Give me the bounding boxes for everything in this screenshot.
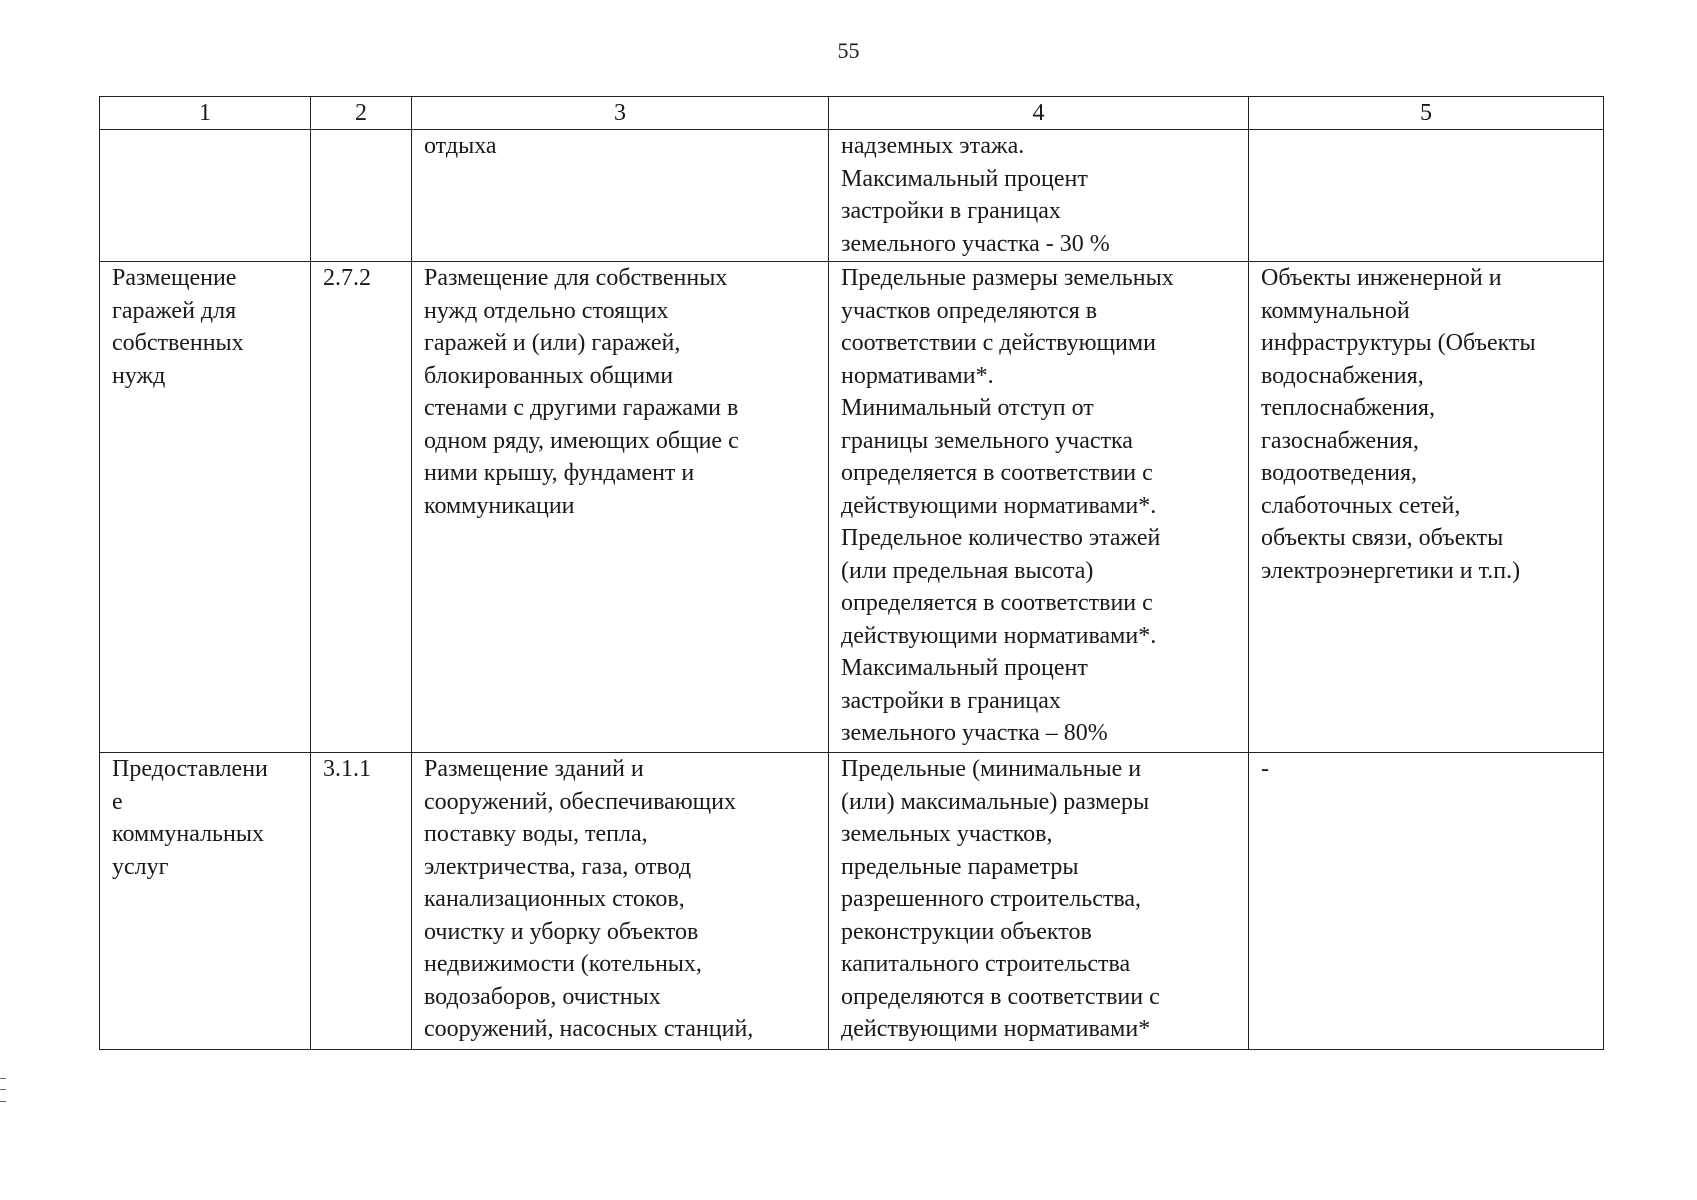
cell-text: Объекты инженерной и коммунальной инфраструктуры (Объекты водоснабжения, теплоснабжения, газоснабжения, водоотведения, слаботочных сетей, объекты связи, объекты электроэнергетики и т.п.) [1261,265,1536,584]
cell-text: Предельные (минимальные и (или) максимальные) размеры земельных участков, предельные параметры разрешенного строительства, реконструкции объектов капитального строительства определяются в соответствии с действующими нормативами* [841,756,1160,1042]
cell-use-code [311,130,412,262]
column-header-2: 2 [311,97,412,130]
cell-text: отдыха [424,133,497,159]
land-use-table [99,96,1604,1050]
table-row [100,753,1604,1050]
column-header-5: 5 [1249,97,1604,130]
cell-text: надземных этажа. Максимальный процент застройки в границах земельного участка - 30 % [841,133,1110,257]
table-row [100,262,1604,753]
column-header-1: 1 [100,97,311,130]
table-row [100,130,1604,262]
page-number: 55 [837,38,860,63]
cell-text: Размещение зданий и сооружений, обеспечивающих поставку воды, тепла, электричества, газа, отвод канализационных стоков, очистку и уборку объектов недвижимости (котельных, водозаборов, очистных сооружений, насосных станций, [424,756,754,1042]
cell-use-name [100,262,311,753]
table-header [100,97,1604,130]
column-header-4: 4 [829,97,1249,130]
cell-parameters [829,130,1249,262]
cell-text: Размещение для собственных нужд отдельно стоящих гаражей и (или) гаражей, блокированных общими стенами с другими гаражами в одном ряду, имеющих общие с ними крышу, фундамент и коммуникации [424,265,739,519]
cell-auxiliary-uses [1249,130,1604,262]
cell-text: - [1261,756,1269,782]
cell-text: Предельные размеры земельных участков определяются в соответствии с действующими нормативами*. Минимальный отступ от границы земельного участка определяется в соответствии с действующими нормативами*. Предельное количество этажей (или предельная высота) определяется в соответствии с действующими нормативами*. Максимальный процент застройки в границах земельного участка – 80% [841,265,1174,746]
column-header-3: 3 [412,97,829,130]
cell-parameters [829,753,1249,1050]
cell-parameters [829,262,1249,753]
header-row [100,97,1604,130]
cell-text: Размещение гаражей для собственных нужд [112,265,244,389]
cell-use-description [412,262,829,753]
table-body [100,130,1604,1050]
cell-auxiliary-uses [1249,262,1604,753]
cell-use-name [100,130,311,262]
cell-text: 2.7.2 [323,265,371,291]
cell-use-code [311,753,412,1050]
cell-text: 3.1.1 [323,756,371,782]
cell-auxiliary-uses [1249,753,1604,1050]
cell-use-description [412,130,829,262]
cell-use-description [412,753,829,1050]
cell-text: Предоставлени е коммунальных услуг [112,756,268,880]
scan-edge-mark [0,1078,6,1102]
cell-use-name [100,753,311,1050]
cell-use-code [311,262,412,753]
